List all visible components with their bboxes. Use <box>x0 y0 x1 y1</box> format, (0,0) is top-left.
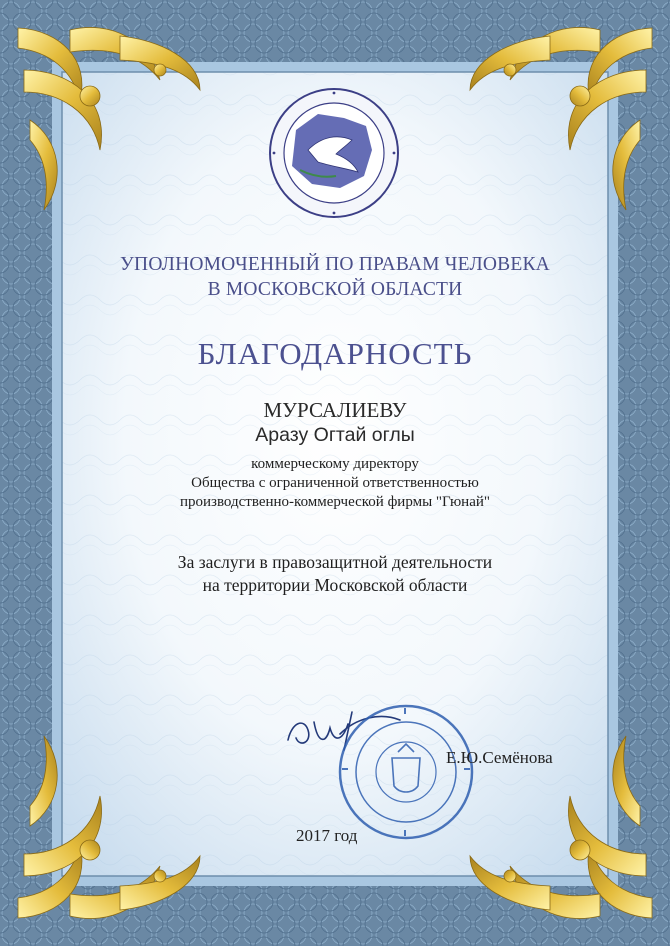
org-title-line2: В МОСКОВСКОЙ ОБЛАСТИ <box>207 279 463 300</box>
issue-year: 2017 год <box>296 826 358 845</box>
recipient-name: Аразу Огтай оглы <box>255 424 415 446</box>
recipient-position-line1: коммерческому директору <box>251 456 419 472</box>
reason-line1: За заслуги в правозащитной деятельности <box>177 552 493 572</box>
recipient-surname: МУРСАЛИЕВУ <box>263 398 407 422</box>
document-title: БЛАГОДАРНОСТЬ <box>197 336 473 371</box>
recipient-position-line3: производственно-коммерческой фирмы "Гюнай" <box>179 494 491 510</box>
signer-name: Е.Ю.Семёнова <box>446 748 553 767</box>
reason-line2: на территории Московской области <box>202 575 468 595</box>
org-title-line1: УПОЛНОМОЧЕННЫЙ ПО ПРАВАМ ЧЕЛОВЕКА <box>120 254 550 275</box>
recipient-position-line2: Общества с ограниченной ответственностью <box>191 475 479 491</box>
